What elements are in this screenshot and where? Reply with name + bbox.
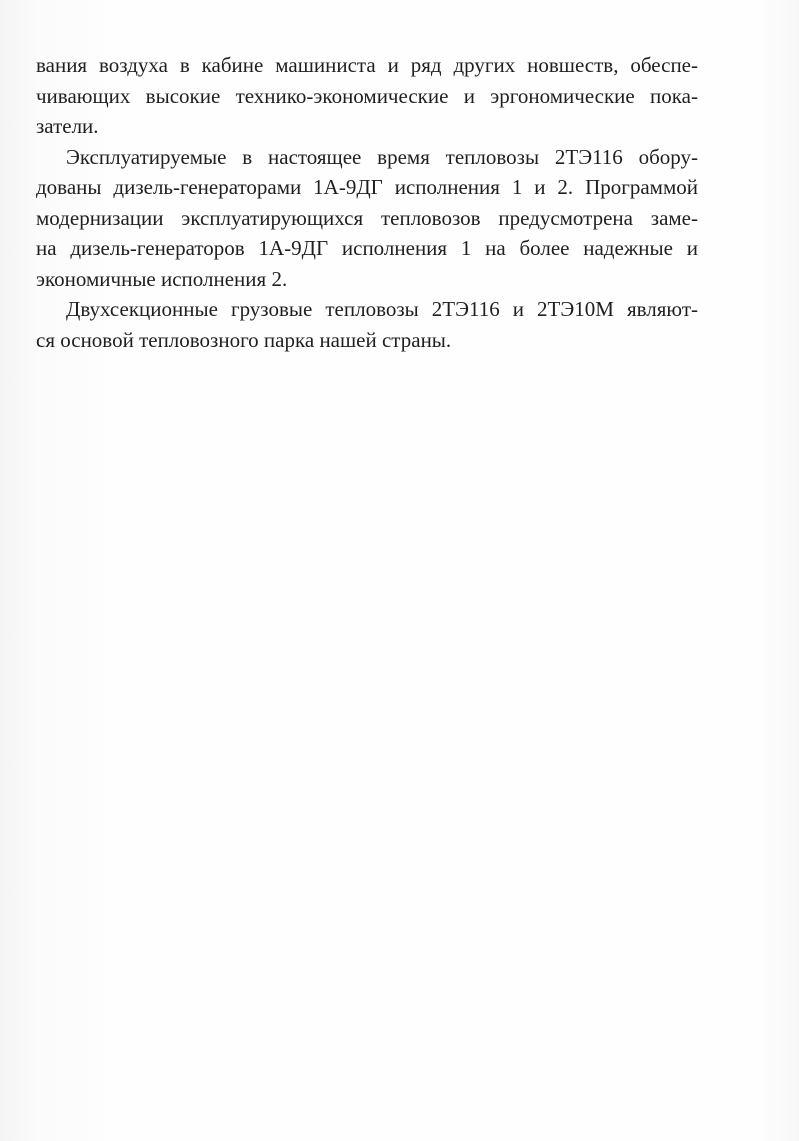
text-line: экономичные исполнения 2. xyxy=(36,266,288,291)
text-line: на дизель-генераторов 1А-9ДГ исполнения 1 на более надежные и xyxy=(36,236,698,260)
text-line: ся основой тепловозного парка нашей страны. xyxy=(36,327,452,352)
text-line: Эксплуатируемые в настоящее время тепловозы 2ТЭ116 обору- xyxy=(66,144,698,169)
paragraph-1 xyxy=(36,50,698,142)
text-line: модернизации эксплуатирующихся тепловозов предусмотрена заме- xyxy=(36,205,698,230)
body-text xyxy=(36,50,698,355)
text-line: затели. xyxy=(36,114,99,138)
text-line: чивающих высокие технико-экономические и эргономические пока- xyxy=(36,83,698,108)
text-line: Двухсекционные грузовые тепловозы 2ТЭ116 и 2ТЭ10М являют- xyxy=(66,297,698,321)
text-line: дованы дизель-генераторами 1А-9ДГ исполнения 1 и 2. Программой xyxy=(36,175,698,199)
paragraph-3 xyxy=(36,294,698,355)
text-line: вания воздуха в кабине машиниста и ряд других новшеств, обеспе- xyxy=(36,53,698,77)
paragraph-2 xyxy=(36,142,698,295)
